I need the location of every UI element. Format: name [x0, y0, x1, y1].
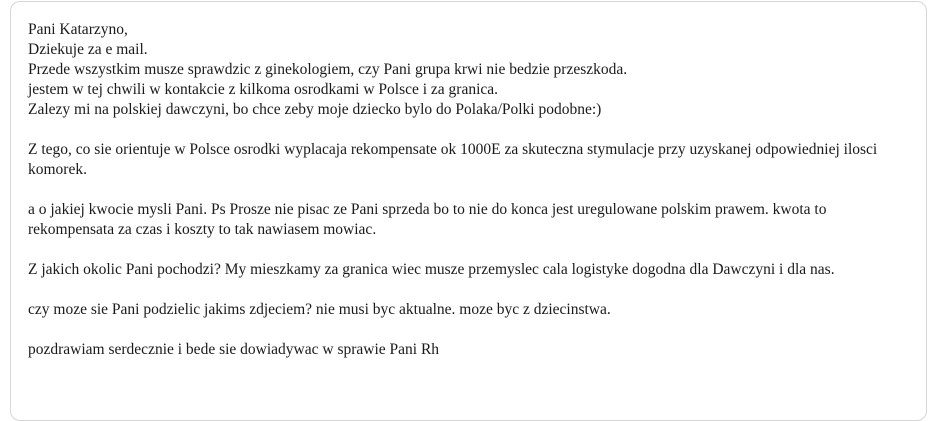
- message-signoff: pozdrawiam serdecznie i bede sie dowiadywac w sprawie Pani Rh: [28, 341, 440, 358]
- message-body: [28, 20, 908, 360]
- message-paragraph: a o jakiej kwocie mysli Pani. Ps Prosze nie pisac ze Pani sprzeda bo to nie do konca jest uregulowane polskim prawem. kwota to rekompensata za czas i koszty to tak nawiasem mowiac.: [28, 201, 827, 238]
- message-line: jestem w tej chwili w kontakcie z kilkoma osrodkami w Polsce i za granica.: [28, 81, 499, 98]
- message-line: Przede wszystkim musze sprawdzic z ginekologiem, czy Pani grupa krwi nie bedzie przeszkoda.: [28, 61, 628, 78]
- message-line: Dziekuje za e mail.: [28, 41, 148, 58]
- message-paragraph: Z jakich okolic Pani pochodzi? My mieszkamy za granica wiec musze przemyslec cala logistyke dogodna dla Dawczyni i dla nas.: [28, 261, 835, 278]
- message-paragraph: Z tego, co sie orientuje w Polsce osrodki wyplacaja rekompensate ok 1000E za skuteczna stymulacje przy uzyskanej odpowiedniej ilosci komorek.: [28, 141, 878, 178]
- message-greeting: Pani Katarzyno,: [28, 21, 128, 38]
- message-line: Zalezy mi na polskiej dawczyni, bo chce zeby moje dziecko bylo do Polaka/Polki podobne:): [28, 101, 602, 118]
- message-paragraph: czy moze sie Pani podzielic jakims zdjeciem? nie musi byc aktualne. moze byc z dziecinstwa.: [28, 301, 611, 318]
- opening-block: [28, 20, 908, 120]
- message-container: [10, 1, 927, 421]
